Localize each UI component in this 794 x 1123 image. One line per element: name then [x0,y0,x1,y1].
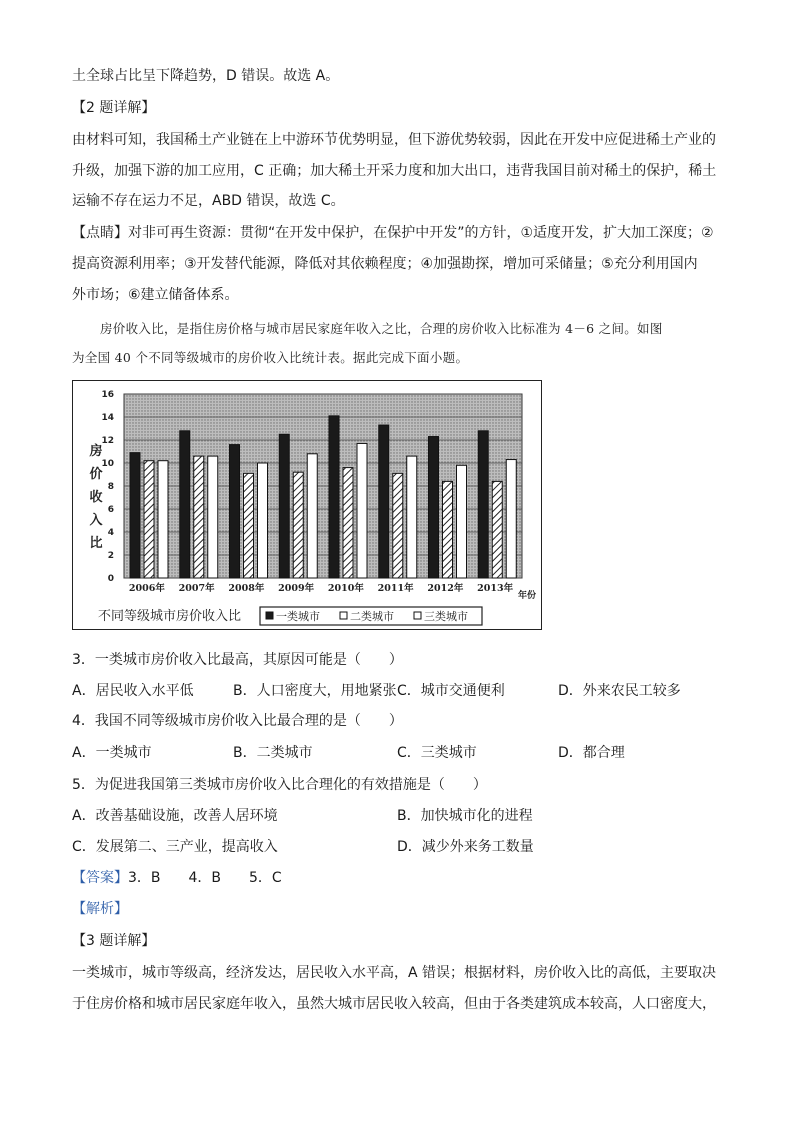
chart-title: 不同等级城市房价收入比 [98,609,242,624]
answer-tag: 【答案】 [72,870,128,886]
bar-series-2 [144,461,154,578]
q4-option-c: C．三类城市 [397,745,477,761]
tip-text: 对非可再生资源：贯彻“在开发中保护，在保护中开发”的方针，①适度开发，扩大加工深度；② [128,225,714,241]
q5-option-a: A．改善基础设施，改善人居环境 [72,808,278,824]
q3-option-d: D．外来农民工较多 [558,683,681,699]
bar-series-2 [492,481,502,578]
bar-series-3 [506,460,516,578]
legend-label: 三类城市 [424,610,468,623]
bar-series-1 [279,434,289,578]
y-tick-label: 16 [101,390,114,400]
x-tick-label: 2008年 [228,583,265,594]
y-tick-label: 4 [107,528,114,538]
q5-option-b: B．加快城市化的进程 [397,808,533,824]
question-5: 5．为促进我国第三类城市房价收入比合理化的有效措施是（ ） [72,777,487,793]
bar-series-1 [429,437,439,578]
q3-option-c: C．城市交通便利 [397,683,505,699]
bar-series-1 [329,416,339,578]
paragraph-line: 运输不存在运力不足，ABD 错误，故选 C。 [72,193,345,209]
legend-label: 二类城市 [350,610,394,623]
paragraph-line: 一类城市，城市等级高，经济发达，居民收入水平高，A 错误；根据材料，房价收入比的高低，主要取决 [72,965,717,981]
y-axis-label: 房价收入比 [89,444,103,551]
bar-series-2 [293,472,303,578]
section-header-q2: 【2 题详解】 [72,100,156,116]
bar-series-1 [130,453,140,578]
bar-series-2 [343,468,353,578]
q3-option-a: A．居民收入水平低 [72,683,194,699]
paragraph-line: 于住房价格和城市居民家庭年收入，虽然大城市居民收入较高，但由于各类建筑成本较高，人口密度大， [72,996,716,1012]
legend-swatch [266,612,273,619]
bar-series-3 [208,456,218,578]
text-line: 土全球占比呈下降趋势，D 错误。故选 A。 [72,68,340,84]
tip-paragraph [72,223,714,243]
q5-option-c: C．发展第二、三产业，提高收入 [72,839,278,855]
bar-series-3 [307,454,317,578]
bar-series-1 [180,431,190,578]
y-tick-label: 12 [101,436,114,446]
bar-series-3 [407,456,417,578]
bar-series-1 [230,445,240,578]
y-tick-label: 8 [107,482,114,492]
q4-option-d: D．都合理 [558,745,625,761]
x-tick-label: 2009年 [278,583,315,594]
q3-option-b: B．人口密度大，用地紧张 [233,683,397,699]
paragraph-line: 外市场；⑥建立储备体系。 [72,287,239,303]
question-4: 4．我国不同等级城市房价收入比最合理的是（ ） [72,713,403,729]
paragraph-line: 由材料可知，我国稀土产业链在上中游环节优势明显，但下游优势较弱，因此在开发中应促进稀土产业的 [72,132,716,148]
material-line: 房价收入比，是指住房价格与城市居民家庭年收入之比，合理的房价收入比标准为 4－6 之间。如图 [100,321,663,336]
bar-series-1 [379,425,389,578]
x-tick-label: 2006年 [128,583,165,594]
y-tick-label: 6 [107,505,114,515]
x-tick-label: 2007年 [178,583,215,594]
legend-swatch [414,612,421,619]
question-3: 3．一类城市房价收入比最高，其原因可能是（ ） [72,652,403,668]
paragraph-line: 升级，加强下游的加工应用，C 正确；加大稀土开采力度和加大出口，违背我国目前对稀土的保护，稀土 [72,163,717,179]
material-line: 为全国 40 个不同等级城市的房价收入比统计表。据此完成下面小题。 [72,350,469,365]
bar-series-2 [244,473,254,578]
y-tick-label: 14 [101,413,114,423]
x-tick-label: 2011年 [377,583,414,594]
x-tick-label: 2012年 [427,583,464,594]
house-price-income-chart [72,380,542,630]
chart-legend [260,607,482,625]
y-tick-label: 0 [107,574,114,584]
bar-series-3 [357,443,367,578]
x-tick-label: 2010年 [327,583,364,594]
bar-series-3 [457,465,467,578]
bar-series-2 [443,481,453,578]
paragraph-line: 提高资源利用率；③开发替代能源，降低对其依赖程度；④加强勘探，增加可采储量；⑤充分利用国内 [72,256,698,272]
legend-label: 一类城市 [276,610,320,623]
q5-option-d: D．减少外来务工数量 [397,839,534,855]
section-header-q3: 【3 题详解】 [72,933,156,949]
tip-tag: 【点睛】 [72,225,128,241]
q4-option-b: B．二类城市 [233,745,313,761]
y-tick-label: 2 [107,551,114,561]
bar-series-1 [478,431,488,578]
legend-swatch [340,612,347,619]
analysis-tag: 【解析】 [72,901,128,917]
y-tick-label: 10 [101,459,114,469]
bar-series-3 [158,461,168,578]
bar-series-3 [258,463,268,578]
chart-svg [72,380,542,630]
q4-option-a: A．一类城市 [72,745,152,761]
answer-text: 3．B 4．B 5．C [128,870,282,886]
x-tick-label: 2013年 [477,583,514,594]
bar-series-2 [194,456,204,578]
bar-series-2 [393,473,403,578]
x-axis-label: 年份 [517,591,537,601]
answer-line [72,868,282,888]
